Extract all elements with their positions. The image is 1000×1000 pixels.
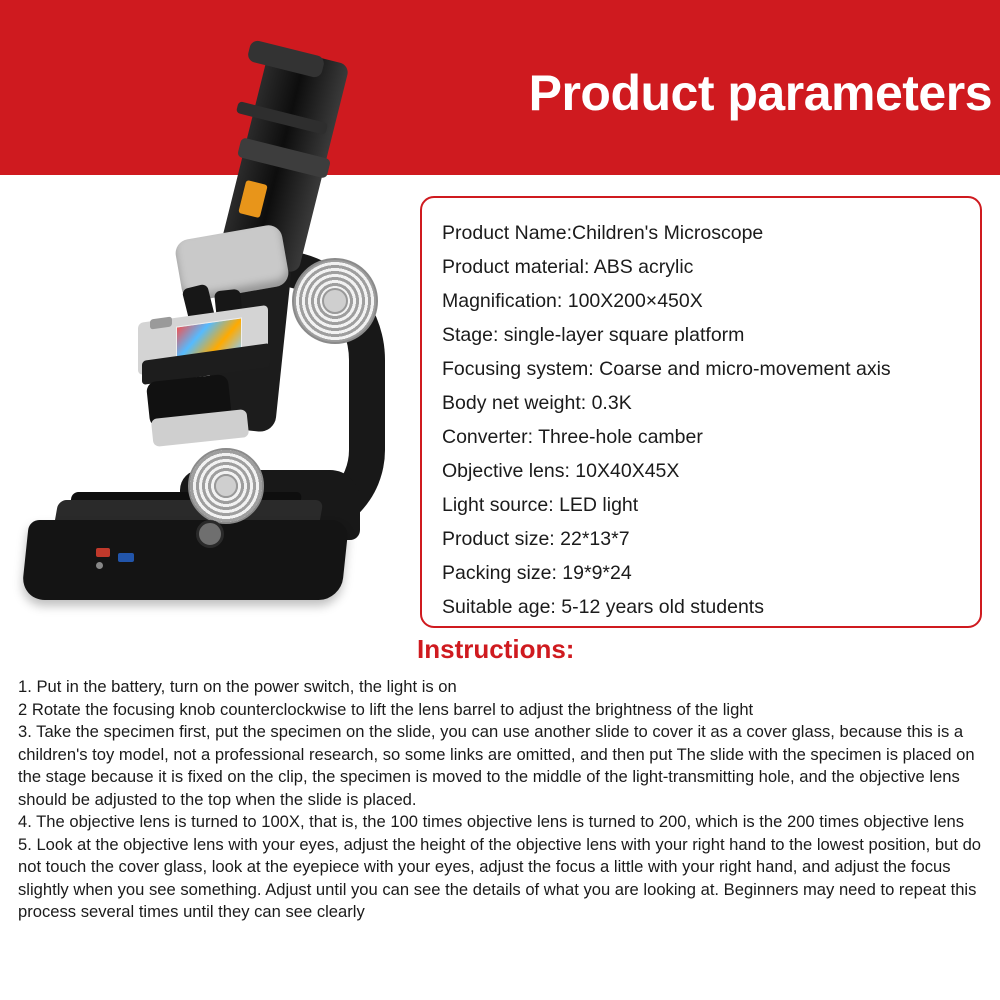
product-parameters-panel xyxy=(420,196,982,628)
power-switch-red xyxy=(96,548,110,557)
instruction-step-5: 5. Look at the objective lens with your eyes, adjust the height of the objective lens with your right hand to the lowest position, but do not touch the cover glass, look at the eyepiece with your eyes, adjust the focus a little with your right hand, and adjust the focus slightly when you see something. Adjust until you can see the details of what you are looking at. Beginners may need to repeat this process several times until they can see clearly xyxy=(18,834,982,921)
spec-magnification: Magnification: 100X200×450X xyxy=(442,290,703,312)
instruction-step-2: 2 Rotate the focusing knob counterclockwise to lift the lens barrel to adjust the brightness of the light xyxy=(18,699,754,719)
instruction-step-1: 1. Put in the battery, turn on the power switch, the light is on xyxy=(18,677,457,696)
instruction-step-4: 4. The objective lens is turned to 100X, that is, the 100 times objective lens is turned to 200, which is the 200 times objective lens xyxy=(18,812,965,831)
microscope-illustration xyxy=(0,0,430,640)
spec-stage: Stage: single-layer square platform xyxy=(442,324,745,346)
spec-product-name: Product Name:Children's Microscope xyxy=(442,222,764,244)
spec-body-net-weight: Body net weight: 0.3K xyxy=(442,392,632,414)
page-title: Product parameters xyxy=(528,65,992,121)
spec-suitable-age: Suitable age: 5-12 years old students xyxy=(442,596,764,618)
instructions-body xyxy=(18,676,982,924)
instructions-title: Instructions: xyxy=(417,634,575,664)
coarse-focus-knob-core xyxy=(322,288,348,314)
spec-converter: Converter: Three-hole camber xyxy=(442,426,703,448)
product-photo xyxy=(0,0,430,640)
spec-product-material: Product material: ABS acrylic xyxy=(442,256,694,278)
instruction-step-3: 3. Take the specimen first, put the specimen on the slide, you can use another slide to cover it as a cover glass, because this is a children's toy model, not a professional research, so some links are omitted, and then put The slide with the specimen is placed on the stage because it is fixed on the clip, the specimen is moved to the middle of the light-transmitting hole, and the objective lens should be adjusted to the top when the slide is placed. xyxy=(18,722,975,809)
microscope-base xyxy=(21,520,349,600)
microscope-pivot-screw xyxy=(196,520,224,548)
power-indicator-dot xyxy=(96,562,103,569)
spec-objective-lens: Objective lens: 10X40X45X xyxy=(442,460,680,482)
spec-focusing-system: Focusing system: Coarse and micro-movement axis xyxy=(442,358,891,380)
spec-packing-size: Packing size: 19*9*24 xyxy=(442,562,632,584)
spec-light-source: Light source: LED light xyxy=(442,494,639,516)
spec-product-size: Product size: 22*13*7 xyxy=(442,528,630,550)
power-switch-blue xyxy=(118,553,134,562)
fine-focus-knob-core xyxy=(214,474,238,498)
